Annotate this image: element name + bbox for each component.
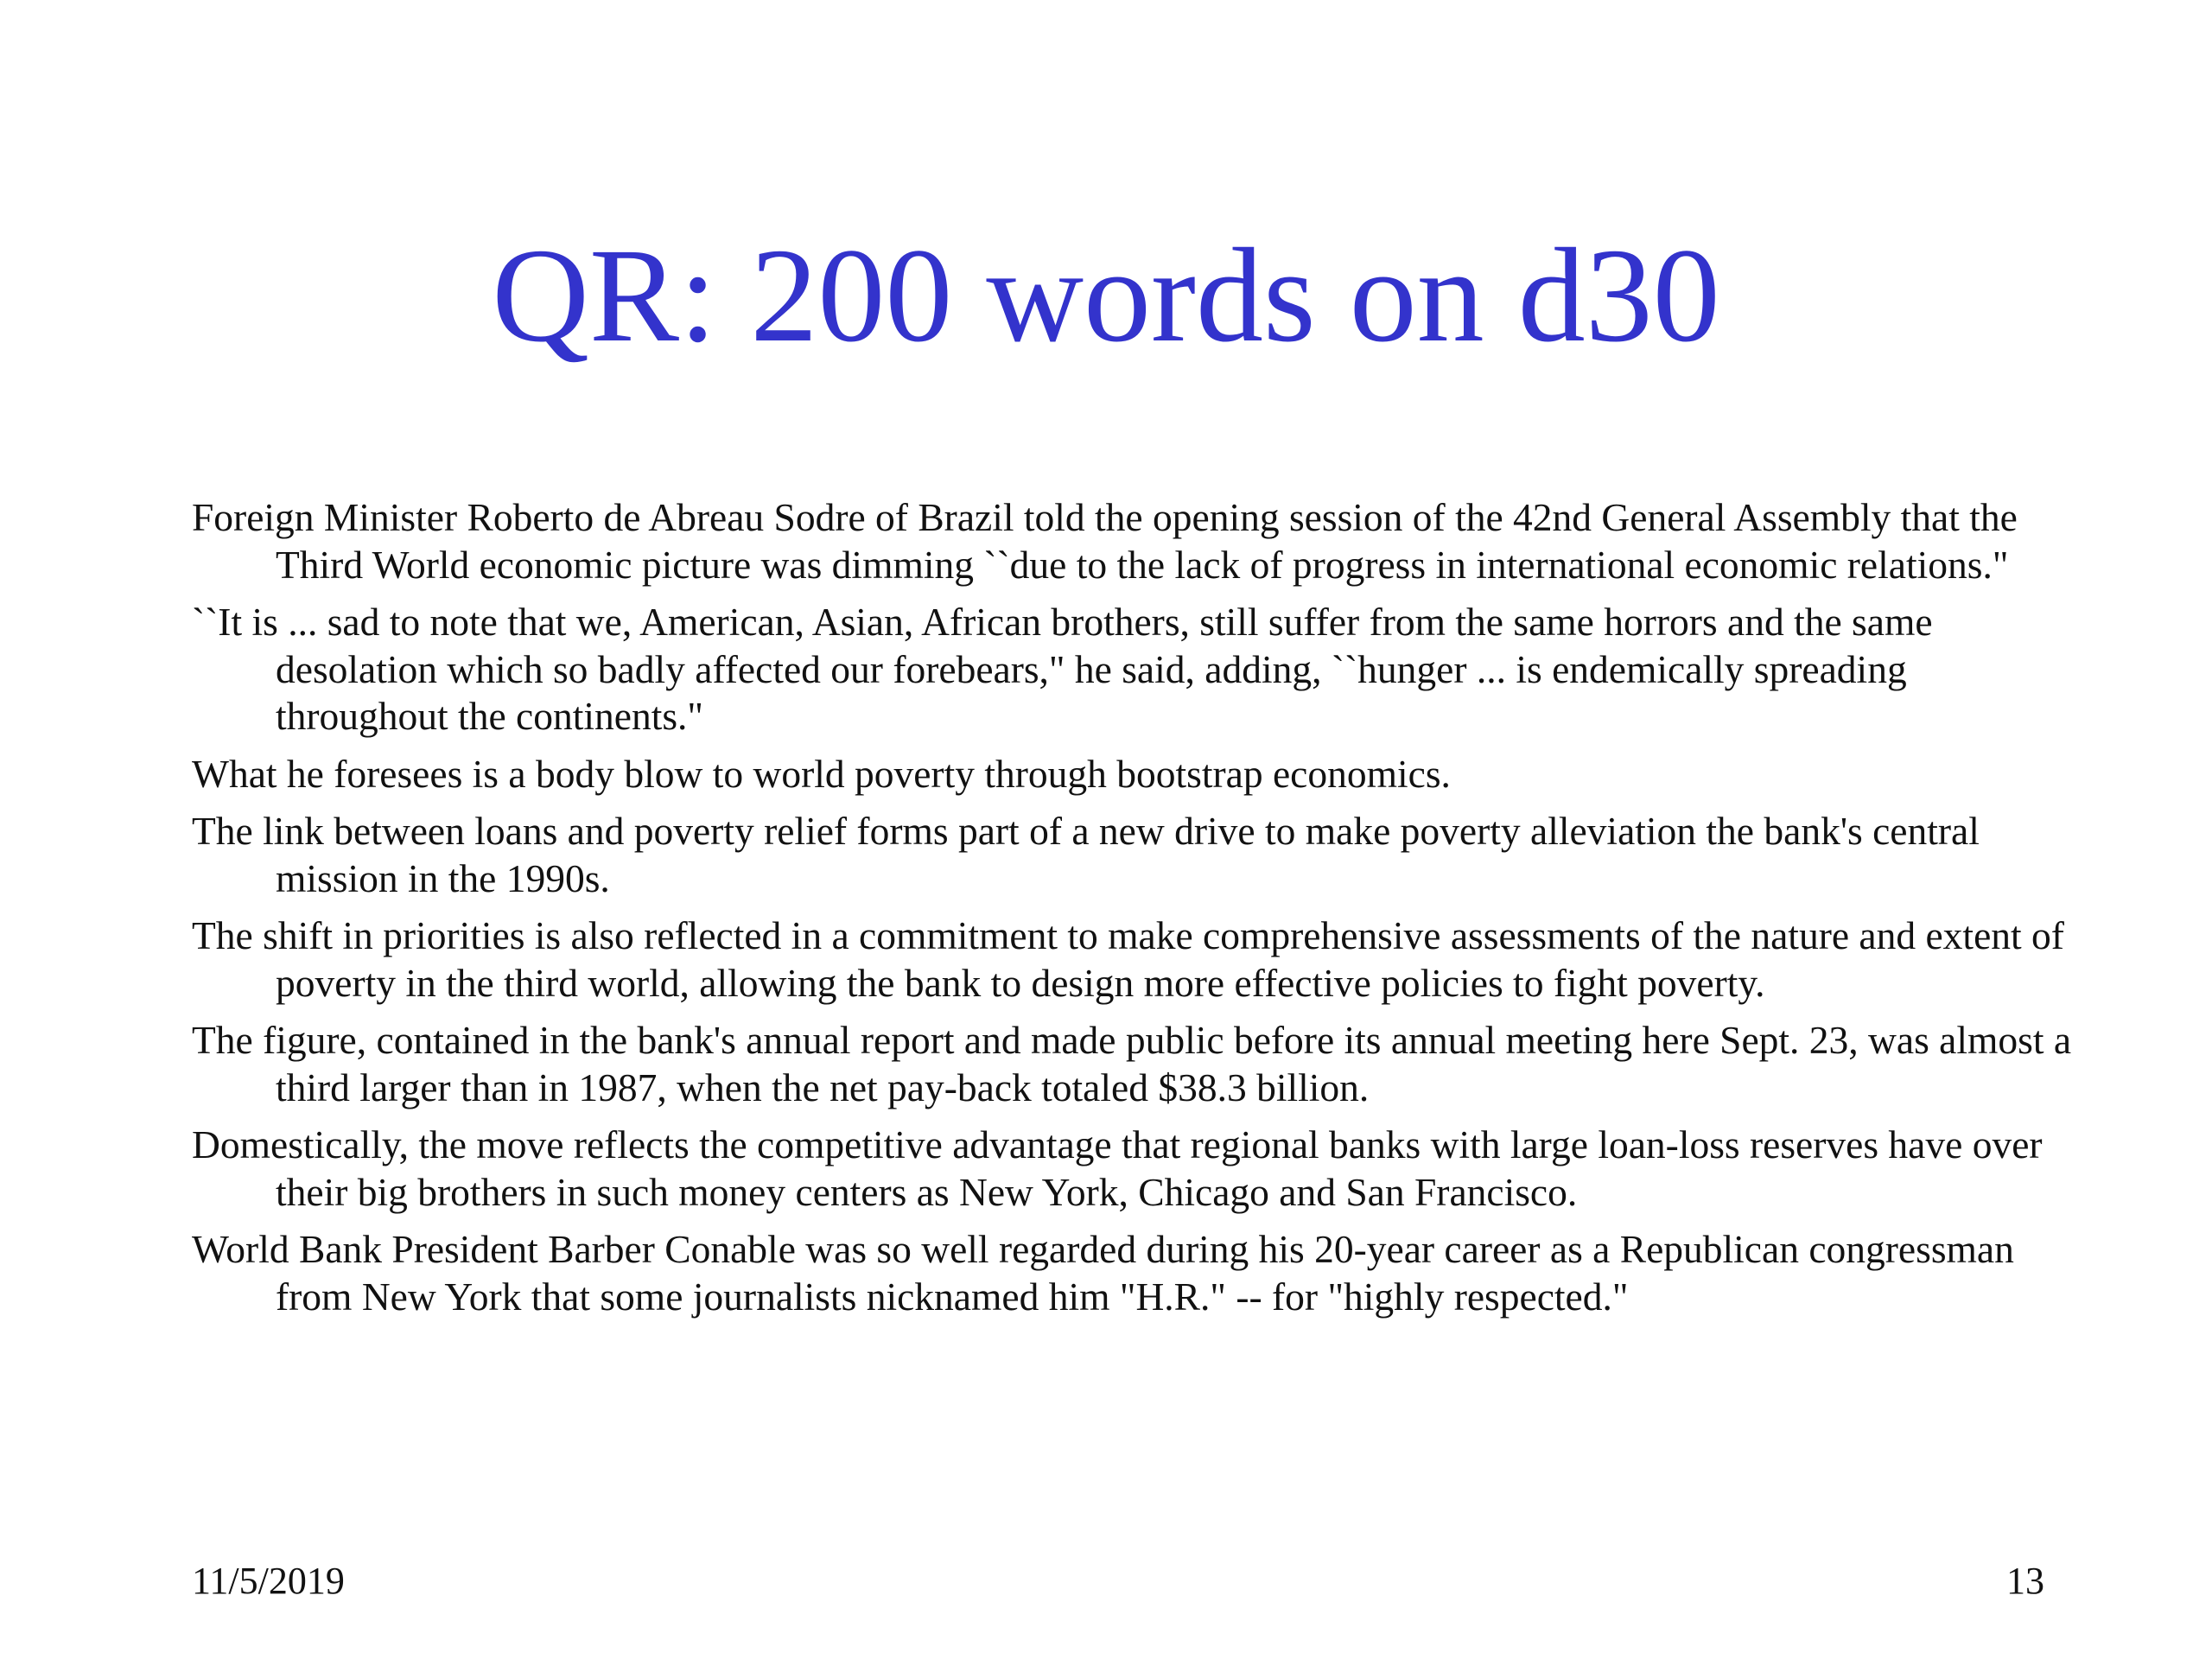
paragraph-1: Foreign Minister Roberto de Abreau Sodre of Brazil told the opening session of the 42nd General Assembly that the Third World economic picture was dimming ``due to the lack of progress in international economic relations."	[192, 495, 2018, 587]
paragraph-2: ``It is ... sad to note that we, American, Asian, African brothers, still suffer from the same horrors and the same desolation which so badly affected our forebears," he said, adding, ``hunger ... is endemically spreading throughout the continents."	[192, 600, 1933, 738]
paragraph-3: What he foresees is a body blow to world poverty through bootstrap economics.	[192, 751, 1451, 796]
paragraph-5: The shift in priorities is also reflected in a commitment to make comprehensive assessments of the nature and extent of poverty in the third world, allowing the bank to design more effective policies to fight poverty.	[192, 913, 2064, 1005]
paragraph-6: The figure, contained in the bank's annual report and made public before its annual meeting here Sept. 23, was almost a third larger than in 1987, when the net pay-back totaled $38.3 billion.	[192, 1018, 2072, 1109]
paragraph-4: The link between loans and poverty relief forms part of a new drive to make poverty alleviation the bank's central mission in the 1990s.	[192, 809, 1980, 900]
slide-number: 13	[2006, 1560, 2044, 1602]
footer-date: 11/5/2019	[192, 1560, 345, 1602]
slide-title: QR: 200 words on d30	[492, 220, 1720, 370]
paragraph-8: World Bank President Barber Conable was so well regarded during his 20-year career as a Republican congressman from New York that some journalists nicknamed him "H.R." -- for "highly respected."	[192, 1227, 2014, 1319]
paragraph-list	[192, 494, 2075, 1331]
paragraph-7: Domestically, the move reflects the competitive advantage that regional banks with large loan-loss reserves have over their big brothers in such money centers as New York, Chicago and San Francisco.	[192, 1122, 2043, 1214]
